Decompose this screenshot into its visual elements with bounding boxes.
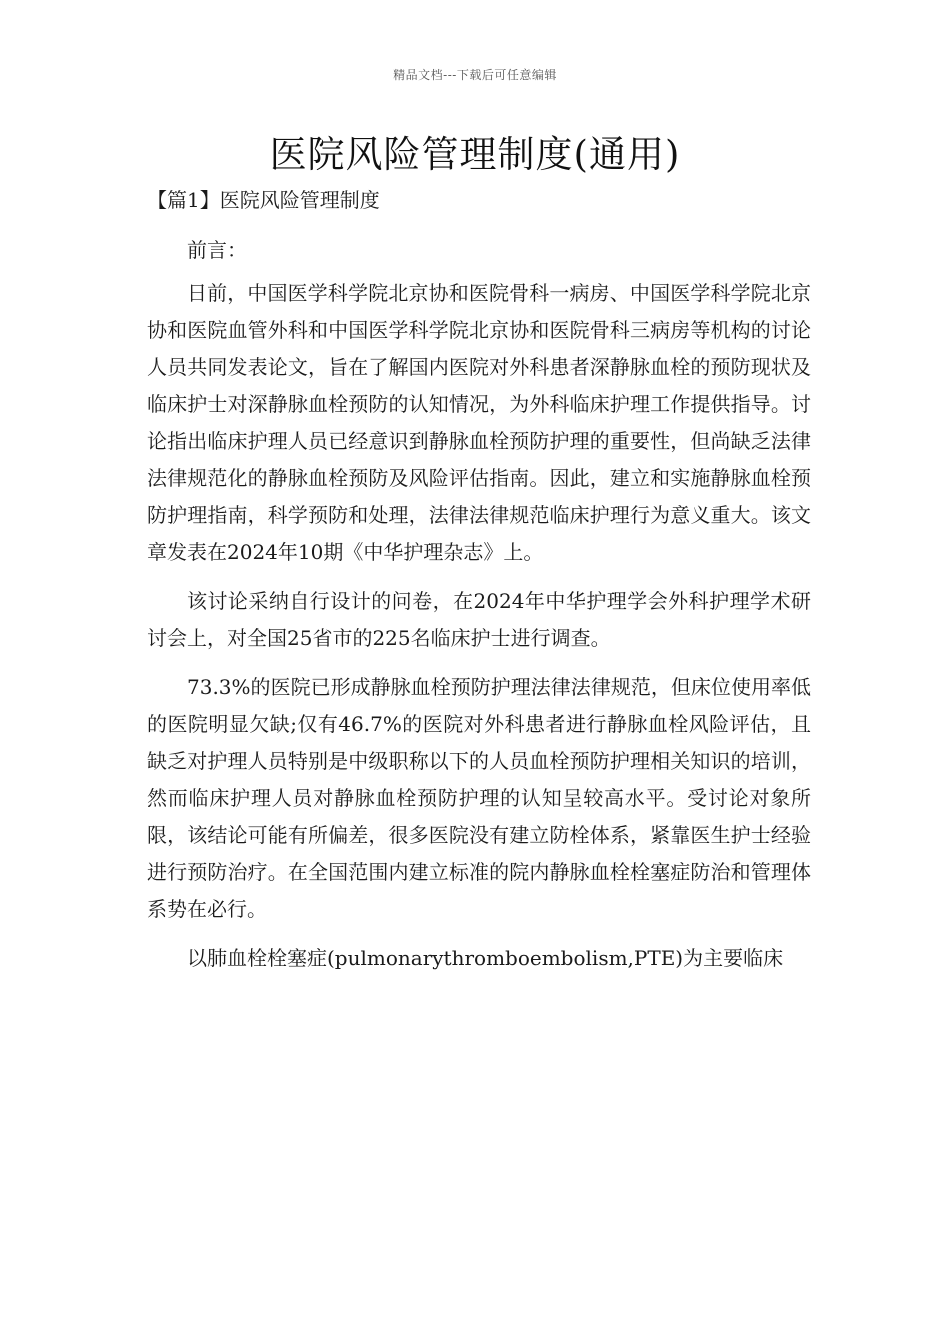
paragraph-pte: 以肺血栓栓塞症(pulmonarythromboembolism,PTE)为主要临床 (187, 946, 784, 970)
paragraph-preface: 前言： (187, 238, 247, 262)
paragraph-intro: 日前，中国医学科学院北京协和医院骨科一病房、中国医学科学院北京协和医院血管外科和中国医学科学院北京协和医院骨科三病房等机构的讨论人员共同发表论文，旨在了解国内医院对外科患者深静脉血栓的预防现状及临床护士对深静脉血栓预防的认知情况，为外科临床护理工作提供指导。讨论指出临床护理人员已经意识到静脉血栓预防护理的重要性，但尚缺乏法律法律规范化的静脉血栓预防及风险评估指南。因此，建立和实施静脉血栓预防护理指南，科学预防和处理，法律法律规范临床护理行为意义重大。该文章发表在2024年10期《中华护理杂志》上。 (147, 281, 811, 564)
header-note: 精品文档---下载后可任意编辑 (393, 68, 557, 82)
paragraph-findings: 73.3%的医院已形成静脉血栓预防护理法律法律规范，但床位使用率低的医院明显欠缺;仅有46.7%的医院对外科患者进行静脉血栓风险评估，且缺乏对护理人员特别是中级职称以下的人员血栓预防护理相关知识的培训，然而临床护理人员对静脉血栓预防护理的认知呈较高水平。受讨论对象所限，该结论可能有所偏差，很多医院没有建立防栓体系，紧靠医生护士经验进行预防治疗。在全国范围内建立标准的院内静脉血栓栓塞症防治和管理体系势在必行。 (147, 675, 811, 921)
page-title: 医院风险管理制度(通用) (269, 133, 681, 176)
section-heading: 【篇1】医院风险管理制度 (147, 188, 380, 212)
paragraph-survey: 该讨论采纳自行设计的问卷，在2024年中华护理学会外科护理学术研讨会上，对全国25省市的225名临床护士进行调查。 (147, 589, 811, 650)
body-text (147, 232, 811, 989)
